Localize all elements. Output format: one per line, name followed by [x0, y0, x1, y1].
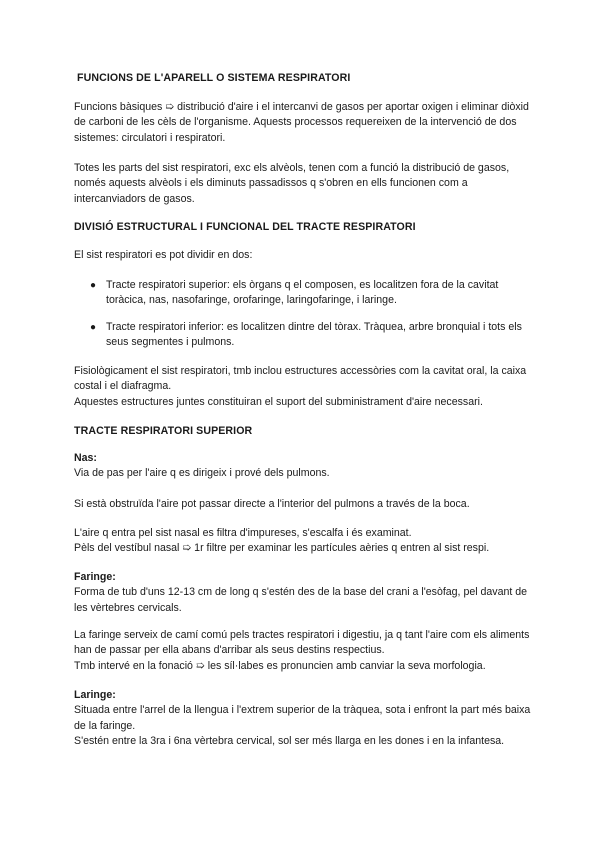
laringe-label: Laringe:: [74, 689, 116, 701]
bullet-superior: Tracte respiratori superior: els òrgans q el composen, es localitzen fora de la cavitat toràcica, nas, nasofaringe, orofaringe, laringofaringe, i laringe.: [106, 279, 499, 307]
nas-label: Nas:: [74, 452, 97, 464]
intro-paragraph-1: Funcions bàsiques ➯ distribució d'aire i el intercanvi de gasos per aportar oxigen i eliminar diòxid de carboni de les cèls de l'organisme. Aquests processos requereixen de la intervenció de dos sistemes: circulatori i respiratori.: [74, 101, 529, 144]
faringe-label: Faringe:: [74, 571, 116, 583]
faringe-line-1: Forma de tub d'uns 12-13 cm de long q s'estén des de la base del crani a l'esòfag, pel davant de les vèrtebres cervicals.: [74, 586, 528, 614]
faringe-line-2: La faringe serveix de camí comú pels tractes respiratori i digestiu, ja q tant l'aire com els aliments han de passar per ella abans d'arribar als seus destins respectius.: [74, 629, 530, 657]
superior-heading: TRACTE RESPIRATORI SUPERIOR: [74, 425, 253, 437]
division-lead: El sist respiratori es pot dividir en dos:: [74, 249, 253, 261]
nas-section: [74, 451, 534, 482]
intro-paragraph-2: Totes les parts del sist respiratori, exc els alvèols, tenen com a funció la distribució de gasos, només aquests alvèols i els diminuts passadissos q s'obren en ells funcionen com a intercanviadors de gasos.: [74, 162, 510, 205]
nas-line-2: Si està obstruïda l'aire pot passar directe a l'interior del pulmons a través de la boca.: [74, 498, 470, 510]
laringe-line-1: Situada entre l'arrel de la llengua i l'extrem superior de la tràquea, sota i enfront la part més baixa de la faringe.: [74, 704, 531, 732]
page-title: FUNCIONS DE L'APARELL O SISTEMA RESPIRATORI: [77, 72, 351, 84]
faringe-line-3: Tmb intervé en la fonació ➯ les síl·labes es pronuncien amb canviar la seva morfologia.: [74, 660, 486, 672]
laringe-line-2: S'estén entre la 3ra i 6na vèrtebra cervical, sol ser més llarga en les dones i en la infantesa.: [74, 735, 505, 747]
physiology-paragraph: Fisiològicament el sist respiratori, tmb inclou estructures accessòries com la cavitat oral, la caixa costal i el diafragma.: [74, 365, 527, 393]
support-paragraph: Aquestes estructures juntes constituiran el suport del subministrament d'aire necessari.: [74, 396, 483, 408]
bullet-marker: ●: [90, 322, 97, 333]
division-heading: DIVISIÓ ESTRUCTURAL I FUNCIONAL DEL TRACTE RESPIRATORI: [74, 221, 416, 233]
faringe-section: [74, 570, 534, 616]
nas-line-3: L'aire q entra pel sist nasal es filtra d'impureses, s'escalfa i és examinat.: [74, 527, 412, 539]
bullet-marker: ●: [90, 280, 97, 291]
nas-line-1: Via de pas per l'aire q es dirigeix i prové dels pulmons.: [74, 467, 330, 480]
laringe-section: [74, 688, 534, 734]
nas-line-4: Pèls del vestíbul nasal ➯ 1r filtre per examinar les partícules aèries q entren al sist respi.: [74, 542, 490, 554]
bullet-inferior: Tracte respiratori inferior: es localitzen dintre del tòrax. Tràquea, arbre bronquial i tots els seus segmentes i pulmons.: [106, 321, 522, 349]
